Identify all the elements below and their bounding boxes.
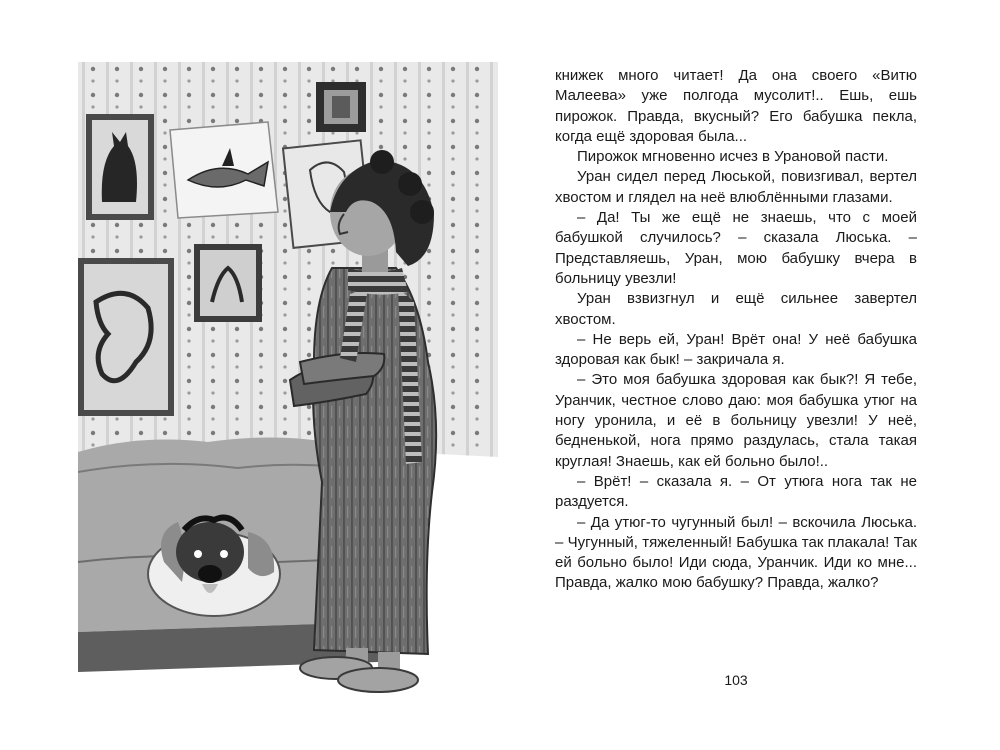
illustration (78, 62, 508, 702)
plant-picture (194, 244, 262, 322)
paragraph: Уран взвизгнул и ещё сильнее завертел хвостом. (555, 290, 917, 328)
paragraph: – Да утюг-то чугунный был! – вскочила Люська. – Чугунный, тяжеленный! Бабушка так плакала! Так ей больно было! Иди сюда, Уранчик. Иди ко мне... Правда, жалко мою бабушку? Правда, жалко? (555, 513, 917, 592)
paragraph: – Да! Ты же ещё не знаешь, что с моей бабушкой случилось? – сказала Люська. – Представляешь, Уран, мою бабушку вчера в больницу увезли! (555, 209, 917, 287)
text-column (555, 66, 917, 594)
paragraph: – Не верь ей, Уран! Врёт она! У неё бабушка здоровая как бык! – закричала я. (555, 330, 917, 369)
page-number: 103 (724, 672, 748, 688)
fish-picture (170, 122, 278, 218)
paragraph: книжек много читает! Да она своего «Витю Малеева» уже полгода мусолит!.. Ешь, ешь пирожок. Правда, вкусный? Его бабушка пекла, когда ещё здоровая была... (555, 67, 917, 145)
paragraph: – Врёт! – сказала я. – От утюга нога так не раздуется. (555, 472, 917, 511)
paragraph: Уран сидел перед Люськой, повизгивал, вертел хвостом и глядел на неё влюблёнными глазами. (555, 168, 917, 206)
paragraph: – Это моя бабушка здоровая как бык?! Я тебе, Уранчик, честное слово даю: моя бабушка утюг на ногу уронила, и её в больницу увезли! У неё, бедненькой, нога прямо раздулась, стала такая круглая! Знаешь, как ей больно было!.. (555, 371, 917, 470)
horse-picture (78, 258, 174, 416)
small-picture (316, 82, 366, 132)
cat-picture (86, 114, 154, 220)
paragraph: Пирожок мгновенно исчез в Урановой пасти. (577, 148, 889, 166)
